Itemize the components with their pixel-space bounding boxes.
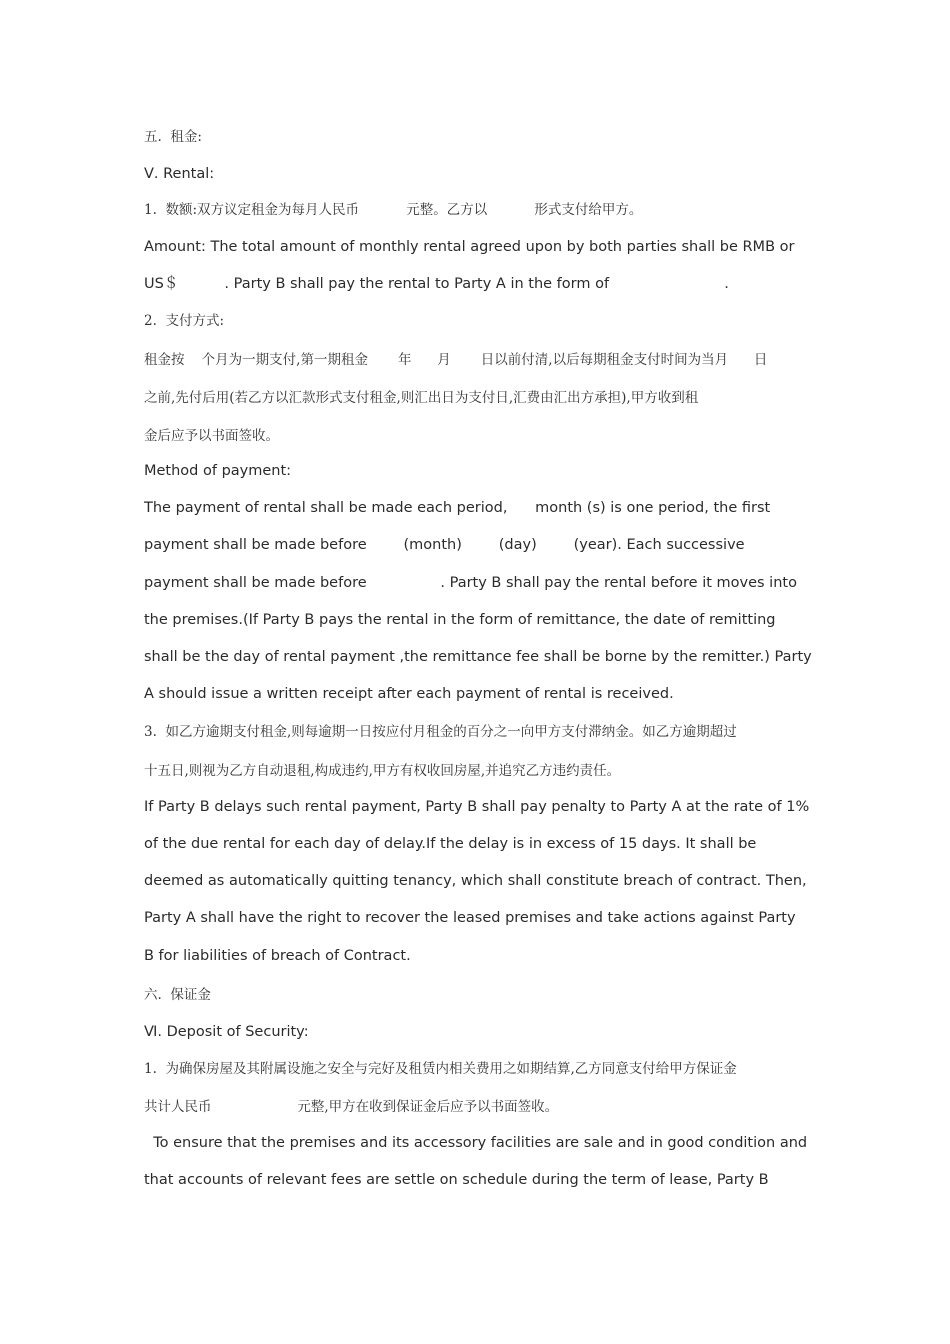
payment-method-heading-zh: 2. 支付方式:	[144, 313, 225, 329]
late-payment-en-line-2: of the due rental for each day of delay.If the delay is in excess of 15 days. It shall be	[144, 836, 757, 852]
section6-heading-zh: 六. 保证金	[144, 987, 211, 1003]
late-payment-en-line-4: Party A shall have the right to recover the leased premises and take actions against Party	[144, 910, 796, 926]
payment-method-heading-en: Method of payment:	[144, 463, 292, 479]
payment-method-zh-line-2: 之前,先付后用(若乙方以汇款形式支付租金,则汇出日为支付日,汇费由汇出方承担),甲方收到租	[144, 390, 699, 406]
amount-clause-en-line-1: Amount: The total amount of monthly rental agreed upon by both parties shall be RMB or	[144, 239, 795, 255]
late-payment-en-line-5: B for liabilities of breach of Contract.	[144, 948, 411, 964]
payment-method-en-line-4: the premises.(If Party B pays the rental in the form of remittance, the date of remitting	[144, 612, 776, 628]
late-payment-en-line-3: deemed as automatically quitting tenancy, which shall constitute breach of contract. Then,	[144, 873, 807, 889]
payment-method-en-line-5: shall be the day of rental payment ,the remittance fee shall be borne by the remitter.) Party	[144, 649, 812, 665]
deposit-clause-zh-line-2: 共计人民币 元整,甲方在收到保证金后应予以书面签收。	[144, 1099, 559, 1115]
amount-clause-en-line-2: US＄ . Party B shall pay the rental to Party A in the form of .	[144, 276, 729, 292]
deposit-clause-en-line-1: To ensure that the premises and its accessory facilities are sale and in good condition and	[144, 1135, 808, 1151]
payment-method-zh-line-3: 金后应予以书面签收。	[144, 428, 279, 444]
payment-method-en-line-3: payment shall be made before . Party B shall pay the rental before it moves into	[144, 575, 797, 591]
payment-method-zh-line-1: 租金按 个月为一期支付,第一期租金 年 月 日以前付清,以后每期租金支付时间为当月 日	[144, 352, 768, 368]
section5-heading-zh: 五. 租金:	[144, 129, 202, 145]
section6-heading-en: Ⅵ. Deposit of Security:	[144, 1024, 309, 1040]
deposit-clause-en-line-2: that accounts of relevant fees are settle on schedule during the term of lease, Party B	[144, 1172, 769, 1188]
late-payment-zh-line-2: 十五日,则视为乙方自动退租,构成违约,甲方有权收回房屋,并追究乙方违约责任。	[144, 763, 621, 779]
section5-heading-en: Ⅴ. Rental:	[144, 166, 215, 182]
payment-method-en-line-1: The payment of rental shall be made each period, month (s) is one period, the first	[144, 500, 771, 516]
payment-method-en-line-2: payment shall be made before (month) (day) (year). Each successive	[144, 537, 745, 553]
late-payment-en-line-1: If Party B delays such rental payment, Party B shall pay penalty to Party A at the rate of 1%	[144, 799, 810, 815]
deposit-clause-zh-line-1: 1. 为确保房屋及其附属设施之安全与完好及租赁内相关费用之如期结算,乙方同意支付给甲方保证金	[144, 1061, 737, 1077]
amount-clause-zh: 1. 数额:双方议定租金为每月人民币 元整。乙方以 形式支付给甲方。	[144, 202, 643, 218]
payment-method-en-line-6: A should issue a written receipt after each payment of rental is received.	[144, 686, 674, 702]
late-payment-zh-line-1: 3. 如乙方逾期支付租金,则每逾期一日按应付月租金的百分之一向甲方支付滞纳金。如乙方逾期超过	[144, 724, 737, 740]
